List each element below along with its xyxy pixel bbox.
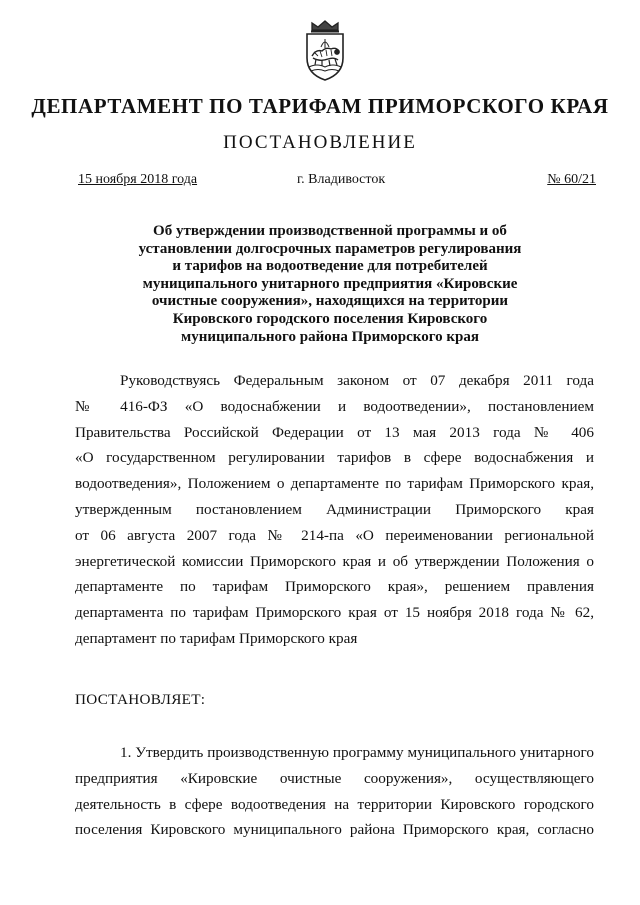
paragraph-line: поселения Кировского муниципального района Приморского края, согласно — [75, 821, 594, 839]
document-date: 15 ноября 2018 года — [78, 172, 198, 187]
item-1-paragraph — [75, 740, 594, 843]
paragraph-line: № 416-ФЗ «О водоснабжении и водоотведении», постановлением — [75, 397, 594, 415]
department-title: ДЕПАРТАМЕНТ ПО ТАРИФАМ ПРИМОРСКОГО КРАЯ — [31, 94, 609, 118]
paragraph-line: энергетической комиссии Приморского края и об утверждении Положения о — [75, 552, 594, 570]
decree-heading: ПОСТАНОВЛЯЕТ: — [75, 691, 206, 708]
document-meta — [0, 172, 640, 190]
paragraph-line: департаменте по тарифам Приморского края», решением правления — [75, 578, 594, 596]
subject-line: муниципального района Приморского края — [180, 328, 480, 345]
subject-line: очистные сооружения», находящихся на территории — [151, 293, 509, 310]
paragraph-line: департамента по тарифам Приморского края от 15 ноября 2018 года № 62, — [75, 604, 594, 622]
paragraph-line: «О государственном регулировании тарифов в сфере водоснабжения и — [75, 449, 594, 467]
subject-line: и тарифов на водоотведение для потребителей — [172, 258, 488, 275]
document-number: № 60/21 — [547, 172, 596, 187]
subject-line: установлении долгосрочных параметров регулирования — [138, 240, 522, 257]
paragraph-line: Правительства Российской Федерации от 13 мая 2013 года № 406 — [75, 423, 594, 441]
paragraph-line: Руководствуясь Федеральным законом от 07 декабря 2011 года — [120, 372, 594, 389]
paragraph-line: предприятия «Кировские очистные сооружения», осуществляющего — [75, 769, 594, 787]
paragraph-line: департамент по тарифам Приморского края — [75, 629, 358, 647]
preamble-paragraph — [75, 368, 594, 652]
coat-of-arms-icon — [298, 18, 352, 82]
paragraph-line: утвержденным постановлением Администрации Приморского края — [75, 500, 594, 518]
paragraph-line: от 06 августа 2007 года № 214-па «О переименовании региональной — [75, 526, 594, 544]
paragraph-line: водоотведения», Положением о департаменте по тарифам Приморского края, — [75, 475, 594, 493]
paragraph-line: 1. Утвердить производственную программу муниципального унитарного — [120, 744, 594, 761]
paragraph-line: деятельность в сфере водоотведения на территории Кировского городского — [75, 795, 594, 813]
subject-line: Кировского городского поселения Кировского — [172, 310, 488, 327]
document-subject — [120, 223, 540, 346]
document-city: г. Владивосток — [297, 172, 386, 187]
document-type: ПОСТАНОВЛЕНИЕ — [223, 132, 417, 153]
subject-line: муниципального унитарного предприятия «Кировские — [142, 275, 518, 292]
subject-line: Об утверждении производственной программы и об — [153, 223, 507, 239]
